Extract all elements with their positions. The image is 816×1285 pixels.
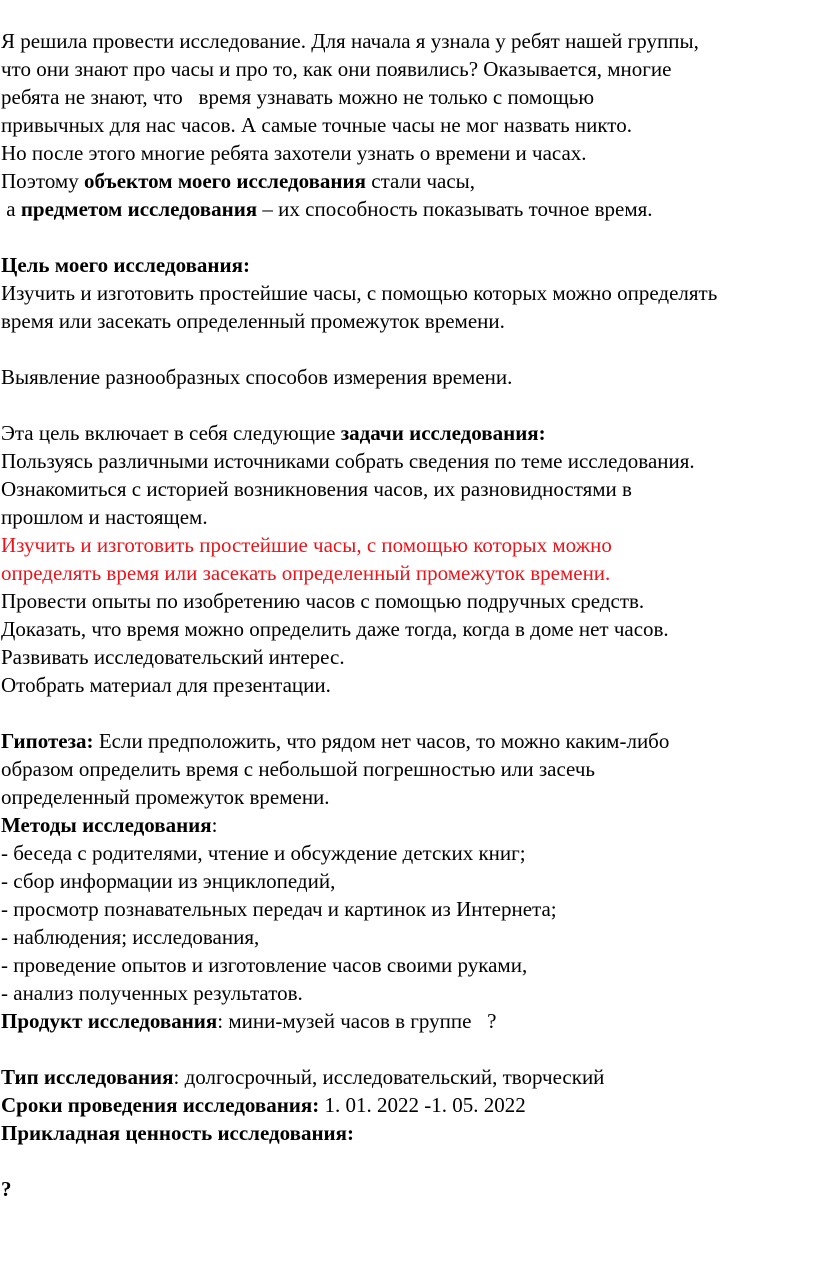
applied-line [0, 1119, 816, 1147]
document-page [0, 27, 816, 1203]
task-highlight-line-2: определять время или засекать определенный промежуток времени. [1, 561, 611, 585]
intro-line-subject [0, 195, 816, 223]
goal-heading-text: Цель моего исследования: [1, 253, 250, 277]
hypothesis-line-3: определенный промежуток времени. [1, 785, 330, 809]
intro-subject-suffix: – их способность показывать точное время. [257, 197, 653, 221]
product-label: Продукт исследования [1, 1009, 218, 1033]
task-line-1: Пользуясь различными источниками собрать сведения по теме исследования. [1, 449, 695, 473]
intro-line-5: Но после этого многие ребята захотели узнать о времени и часах. [1, 141, 587, 165]
task-line-6: Развивать исследовательский интерес. [1, 645, 345, 669]
object-of-research: объектом моего исследования [83, 169, 366, 193]
type-label: Тип исследования [1, 1065, 174, 1089]
terms-line [0, 1091, 816, 1119]
spacer [0, 1035, 816, 1063]
method-item: - беседа с родителями, чтение и обсуждение детских книг; [1, 841, 526, 865]
hypothesis-text-1: Если предположить, что рядом нет часов, то можно каким-либо [93, 729, 670, 753]
spacer [0, 1147, 816, 1175]
task-line-5: Доказать, что время можно определить даже тогда, когда в доме нет часов. [1, 617, 669, 641]
intro-line-2: что они знают про часы и про то, как они появились? Оказывается, многие [1, 57, 672, 81]
intro-line-4: привычных для нас часов. А самые точные часы не мог назвать никто. [1, 113, 632, 137]
goal-line-3: Выявление разнообразных способов измерения времени. [1, 365, 513, 389]
method-item: - сбор информации из энциклопедий, [1, 869, 336, 893]
tasks-heading: задачи исследования: [340, 421, 546, 445]
intro-object-prefix: Поэтому [1, 169, 84, 193]
hypothesis-line-2: образом определить время с небольшой погрешностью или засечь [1, 757, 595, 781]
goal-heading [0, 251, 816, 279]
method-item: - проведение опытов и изготовление часов своими руками, [1, 953, 528, 977]
product-line [0, 1007, 816, 1035]
intro-line-object [0, 167, 816, 195]
tasks-intro-text: Эта цель включает в себя следующие [1, 421, 341, 445]
type-value: : долгосрочный, исследовательский, творческий [173, 1065, 605, 1089]
type-line [0, 1063, 816, 1091]
spacer [0, 223, 816, 251]
hypothesis-line-1 [0, 727, 816, 755]
method-item: - просмотр познавательных передач и картинок из Интернета; [1, 897, 557, 921]
intro-subject-prefix: а [1, 197, 21, 221]
method-item: - анализ полученных результатов. [1, 981, 303, 1005]
intro-object-suffix: стали часы, [366, 169, 476, 193]
task-line-4: Провести опыты по изобретению часов с помощью подручных средств. [1, 589, 645, 613]
hypothesis-label: Гипотеза: [1, 729, 94, 753]
applied-question-line [0, 1175, 816, 1203]
task-highlight-line-1: Изучить и изготовить простейшие часы, с помощью которых можно [1, 533, 612, 557]
methods-label: Методы исследования [1, 813, 212, 837]
spacer [0, 335, 816, 363]
task-line-2: Ознакомиться с историей возникновения часов, их разновидностями в [1, 477, 632, 501]
spacer [0, 699, 816, 727]
product-value: : мини-музей часов в группе ? [217, 1009, 497, 1033]
applied-label: Прикладная ценность исследования: [1, 1121, 355, 1145]
task-line-3: прошлом и настоящем. [1, 505, 208, 529]
tasks-intro [0, 419, 816, 447]
terms-value: 1. 01. 2022 -1. 05. 2022 [319, 1093, 526, 1117]
method-item: - наблюдения; исследования, [1, 925, 260, 949]
methods-colon: : [211, 813, 218, 837]
intro-line-1: Я решила провести исследование. Для начала я узнала у ребят нашей группы, [1, 29, 699, 53]
goal-line-2: время или засекать определенный промежуток времени. [1, 309, 505, 333]
intro-line-3: ребята не знают, что время узнавать можно не только с помощью [1, 85, 595, 109]
terms-label: Сроки проведения исследования: [1, 1093, 320, 1117]
applied-question: ? [1, 1177, 12, 1201]
task-line-7: Отобрать материал для презентации. [1, 673, 331, 697]
goal-line-1: Изучить и изготовить простейшие часы, с помощью которых можно определять [1, 281, 718, 305]
methods-heading [0, 811, 816, 839]
spacer [0, 391, 816, 419]
subject-of-research: предметом исследования [20, 197, 258, 221]
